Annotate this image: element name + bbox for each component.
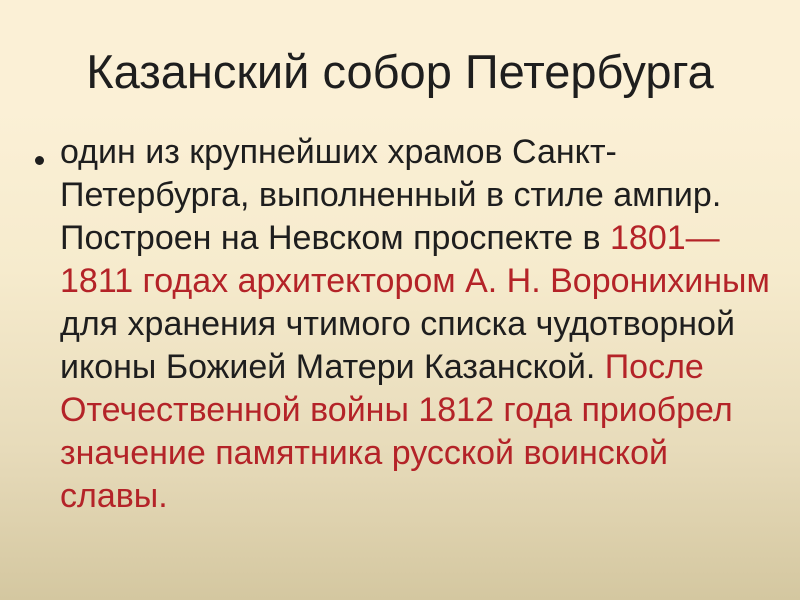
text-segment-red: После Отечественной войны 1812 года приобрел значение памятника русской воинской славы. (60, 348, 733, 516)
bullet-dot-icon (35, 156, 44, 165)
bullet-text (60, 131, 772, 518)
text-segment-red: 1801—1811 годах архитектором А. Н. Воронихиным (60, 219, 770, 301)
slide-body (0, 131, 800, 518)
bullet-list-item (35, 131, 800, 518)
slide-title: Казанский собор Петербурга (86, 45, 714, 98)
text-segment-dark: для хранения чтимого списка чудотворной иконы Божией Матери Казанской. (60, 305, 735, 387)
text-segment-dark: один из крупнейших храмов Санкт-Петербурга, выполненный в стиле ампир. Построен на Невском проспекте в (60, 133, 722, 258)
